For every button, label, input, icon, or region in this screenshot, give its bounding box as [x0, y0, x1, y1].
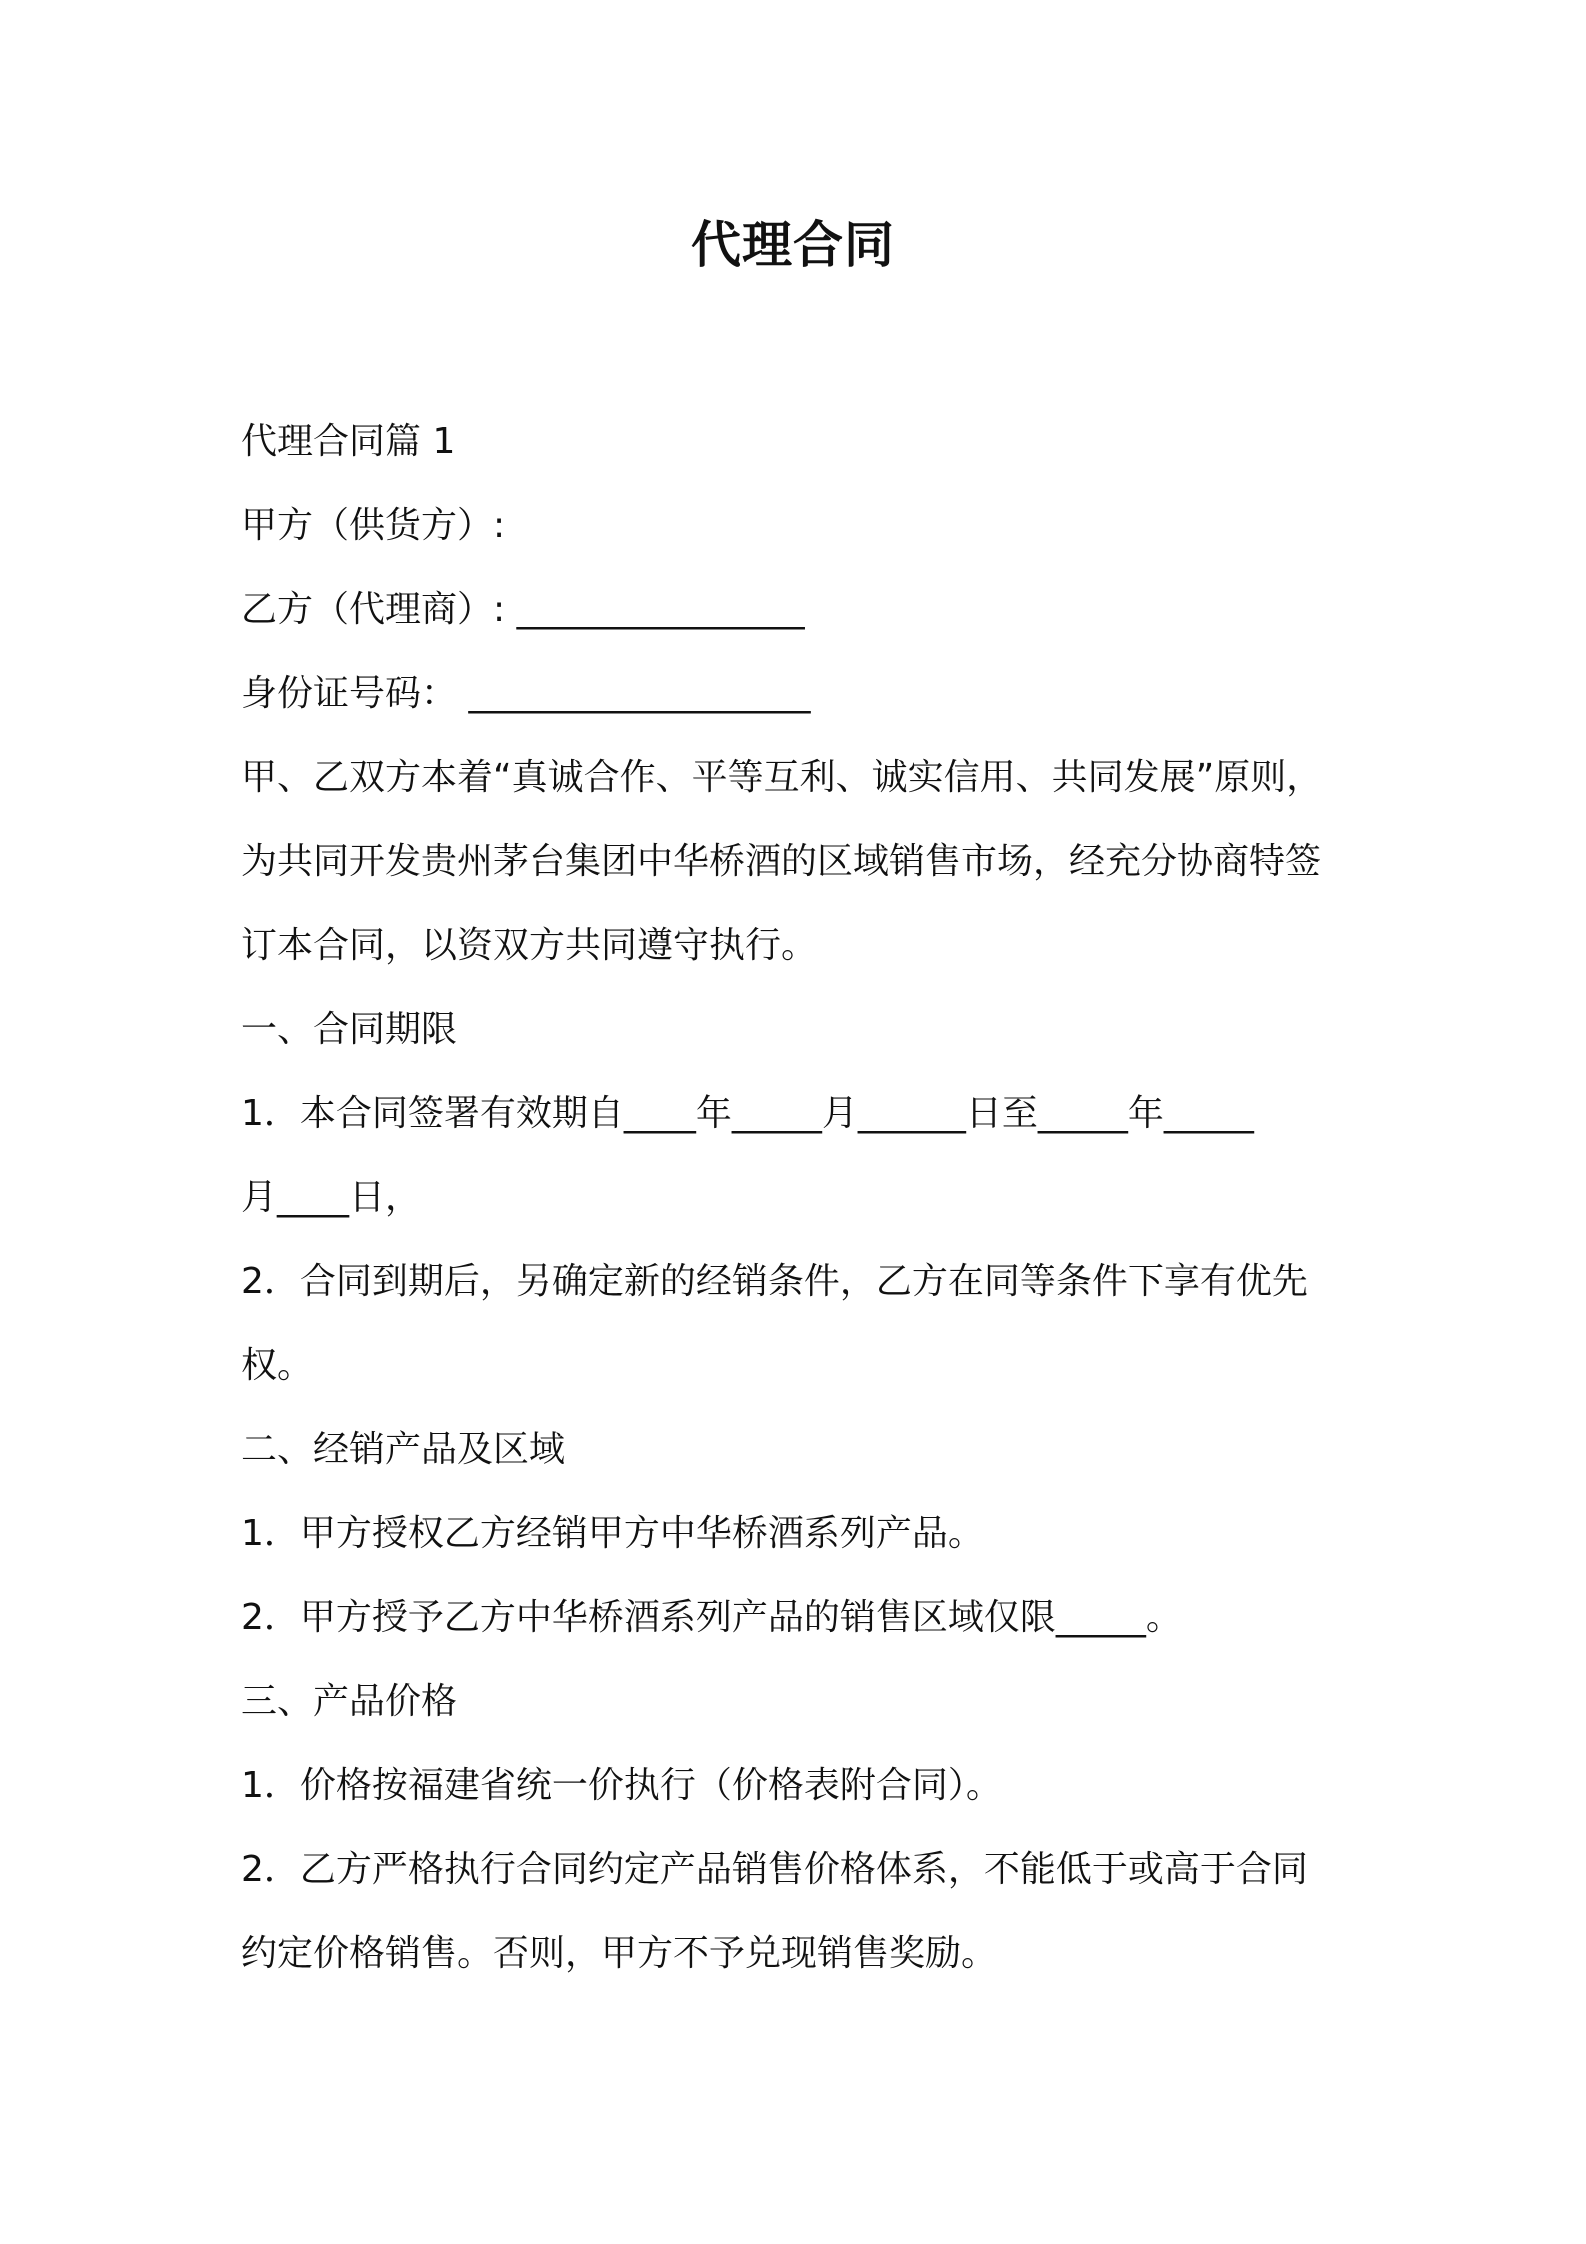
- preamble-line-1: 甲、乙双方本着“真诚合作、平等互利、诚实信用、共同发展”原则，: [241, 757, 1323, 798]
- heading-product-price: 三、产品价格: [241, 1681, 458, 1722]
- products-clause-2: 2．甲方授予乙方中华桥酒系列产品的销售区域仅限_____。: [241, 1597, 1182, 1638]
- party-a-line: 甲方（供货方）:: [241, 505, 506, 546]
- products-clause-1: 1．甲方授权乙方经销甲方中华桥酒系列产品。: [241, 1513, 984, 1554]
- id-number-line: 身份证号码： ___________________: [241, 673, 811, 714]
- heading-products-region: 二、经销产品及区域: [241, 1429, 566, 1470]
- document-title: 代理合同: [691, 216, 895, 274]
- party-b-line: 乙方（代理商）: ________________: [241, 589, 805, 630]
- document-body: [241, 400, 1351, 1996]
- price-clause-1: 1．价格按福建省统一价执行（价格表附合同）。: [241, 1765, 1002, 1806]
- section-heading-part1: 代理合同篇 1: [241, 421, 456, 462]
- preamble-line-3: 订本合同，以资双方共同遵守执行。: [241, 925, 818, 966]
- price-clause-2-line-1: 2．乙方严格执行合同约定产品销售价格体系，不能低于或高于合同: [241, 1849, 1308, 1890]
- price-clause-2-line-2: 约定价格销售。否则，甲方不予兑现销售奖励。: [241, 1933, 998, 1974]
- term-clause-2-line-2: 权。: [241, 1345, 314, 1386]
- term-clause-1-line-1: 1．本合同签署有效期自____年_____月______日至_____年_____: [241, 1093, 1254, 1134]
- term-clause-1-line-2: 月____日，: [241, 1177, 422, 1218]
- preamble-line-2: 为共同开发贵州茅台集团中华桥酒的区域销售市场，经充分协商特签: [241, 841, 1322, 882]
- heading-contract-term: 一、合同期限: [241, 1009, 458, 1050]
- term-clause-2-line-1: 2．合同到期后，另确定新的经销条件，乙方在同等条件下享有优先: [241, 1261, 1308, 1302]
